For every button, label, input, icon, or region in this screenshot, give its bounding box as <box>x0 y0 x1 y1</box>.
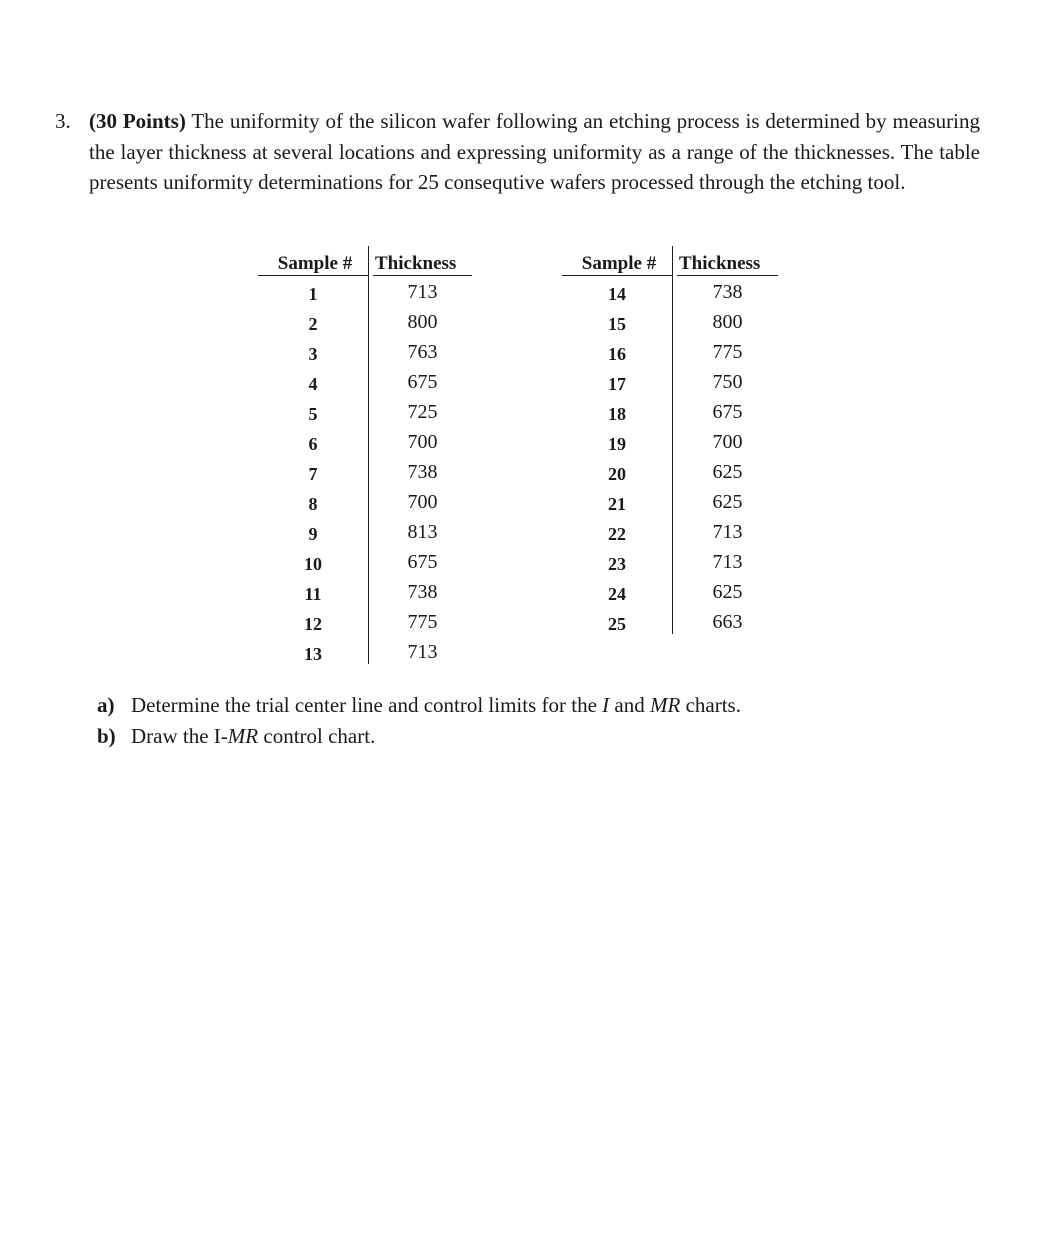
sample-column <box>258 246 368 666</box>
sample-number-cell: 4 <box>308 374 318 394</box>
sample-number-cell: 6 <box>308 434 318 454</box>
thickness-value-cell: 663 <box>712 611 743 633</box>
sample-number-cell: 12 <box>304 614 322 634</box>
thickness-value-cell: 800 <box>712 311 743 333</box>
thickness-cells <box>369 276 472 666</box>
thickness-value-cell: 738 <box>407 581 438 603</box>
thickness-value-cell: 713 <box>712 551 743 573</box>
thickness-header: Thickness <box>677 246 778 276</box>
problem-statement <box>55 106 980 198</box>
sample-number-cell: 16 <box>608 344 626 364</box>
problem-number: 3. <box>55 109 71 133</box>
sample-number-cell: 9 <box>308 524 318 544</box>
sample-number-cell: 14 <box>608 284 626 304</box>
question-a-i-symbol: I <box>602 693 610 717</box>
sample-number-cell: 19 <box>608 434 626 454</box>
thickness-value-cell: 700 <box>407 431 438 453</box>
sample-number-cell: 21 <box>608 494 626 514</box>
question-a <box>97 690 741 721</box>
question-b <box>97 721 741 752</box>
thickness-value-cell: 800 <box>407 311 438 333</box>
sample-number-cell: 8 <box>308 494 318 514</box>
sample-header: Sample # <box>258 246 368 276</box>
questions <box>97 690 741 752</box>
thickness-value-cell: 813 <box>407 521 438 543</box>
sample-number-cell: 1 <box>308 284 318 304</box>
sample-number-cell: 24 <box>608 584 626 604</box>
thickness-value-cell: 738 <box>712 281 743 303</box>
problem-text <box>89 106 980 198</box>
thickness-value-cell: 738 <box>407 461 438 483</box>
question-a-text: Determine the trial center line and control limits for the <box>131 693 603 717</box>
sample-cells <box>562 276 672 636</box>
sample-cells <box>258 276 368 666</box>
sample-number-cell: 10 <box>304 554 322 574</box>
thickness-value-cell: 775 <box>712 341 743 363</box>
question-a-label: a) <box>97 693 115 717</box>
sample-column <box>562 246 672 636</box>
question-b-text-end: control chart. <box>258 724 376 748</box>
thickness-value-cell: 675 <box>407 371 438 393</box>
thickness-header: Thickness <box>373 246 472 276</box>
sample-number-cell: 22 <box>608 524 626 544</box>
thickness-value-cell: 700 <box>407 491 438 513</box>
thickness-value-cell: 725 <box>407 401 438 423</box>
question-a-mr-symbol: MR <box>650 693 681 717</box>
sample-number-cell: 2 <box>308 314 318 334</box>
sample-number-cell: 25 <box>608 614 626 634</box>
sample-number-cell: 23 <box>608 554 626 574</box>
sample-number-cell: 5 <box>308 404 318 424</box>
thickness-value-cell: 700 <box>712 431 743 453</box>
thickness-value-cell: 625 <box>712 461 743 483</box>
problem-points: (30 Points) <box>89 109 186 133</box>
question-a-text-end: charts. <box>680 693 741 717</box>
thickness-value-cell: 625 <box>712 581 743 603</box>
sample-number-cell: 17 <box>608 374 626 394</box>
thickness-cells <box>673 276 778 636</box>
thickness-value-cell: 750 <box>712 371 743 393</box>
thickness-column <box>672 246 778 634</box>
thickness-value-cell: 675 <box>712 401 743 423</box>
sample-number-cell: 13 <box>304 644 322 664</box>
sample-number-cell: 11 <box>304 584 322 604</box>
sample-number-cell: 3 <box>308 344 318 364</box>
sample-number-cell: 15 <box>608 314 626 334</box>
sample-number-cell: 20 <box>608 464 626 484</box>
thickness-column <box>368 246 472 664</box>
thickness-value-cell: 763 <box>407 341 438 363</box>
question-a-text-and: and <box>609 693 650 717</box>
question-b-mr-symbol: MR <box>227 724 259 748</box>
question-b-label: b) <box>97 724 116 748</box>
thickness-value-cell: 625 <box>712 491 743 513</box>
question-b-text: Draw the I- <box>131 724 228 748</box>
thickness-value-cell: 713 <box>407 281 438 303</box>
sample-header: Sample # <box>562 246 672 276</box>
sample-number-cell: 7 <box>308 464 318 484</box>
thickness-value-cell: 713 <box>712 521 743 543</box>
thickness-value-cell: 775 <box>407 611 438 633</box>
problem-body: The uniformity of the silicon wafer following an etching process is determined by measuring the layer thickness at several locations and expressing uniformity as a range of the thicknesses. The table presents uniformity determinations for 25 consequtive wafers processed through the etching tool. <box>89 109 980 194</box>
thickness-value-cell: 675 <box>407 551 438 573</box>
thickness-value-cell: 713 <box>407 641 438 663</box>
sample-number-cell: 18 <box>608 404 626 424</box>
